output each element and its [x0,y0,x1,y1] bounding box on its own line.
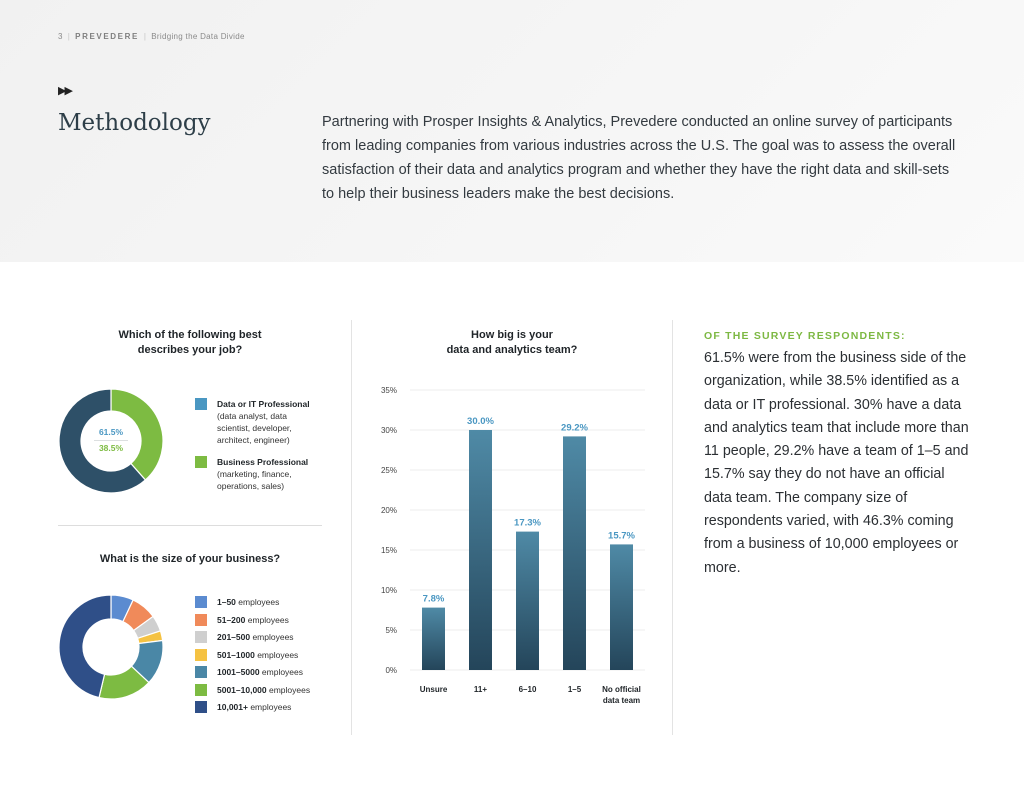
legend-text: employees [254,649,299,660]
legend-item [195,701,345,719]
legend-item [195,666,345,684]
page-number: 3 [58,32,63,41]
document-title: Bridging the Data Divide [151,32,245,41]
x-category-label: 6–10 [518,685,537,694]
legend-swatch [195,649,207,661]
center-value-top: 61.5% [98,427,124,437]
center-value-bottom: 38.5% [98,443,124,453]
legend-swatch [195,666,207,678]
legend-detail: (data analyst, data [217,411,287,421]
legend-item [195,649,345,667]
legend-item-data-it [195,398,335,446]
bar-value-label: 29.2% [561,422,588,434]
x-category-label: 11+ [473,685,488,694]
legend-bold: 201–500 [217,632,251,642]
legend-item [195,684,345,702]
size-slice-6 [59,595,111,698]
size-donut-chart [58,594,164,700]
legend-detail: scientist, developer, [217,423,292,433]
legend-swatch [195,596,207,608]
legend-detail: architect, engineer) [217,435,290,445]
legend-swatch [195,398,207,410]
legend-bold: 501–1000 [217,649,255,660]
y-tick-label: 25% [380,466,397,475]
legend-text: employees [235,597,280,607]
column-divider-right [672,320,673,735]
y-tick-label: 20% [380,506,397,515]
legend-swatch [195,684,207,696]
legend-bold: 51–200 [217,614,246,625]
legend-bold: 10,001+ [217,702,248,712]
y-tick-label: 5% [385,626,397,635]
job-chart-title-line1: Which of the following best [118,329,262,341]
legend-text: employees [266,684,311,695]
bar-2 [516,532,539,670]
team-chart-title-line1: How big is your [471,329,553,341]
team-chart-title [380,328,644,358]
legend-text: employees [245,614,289,625]
size-chart-title: What is the size of your business? [99,553,281,565]
x-category-label: No official [602,685,641,694]
y-tick-label: 0% [385,666,397,675]
size-chart-legend [195,596,345,719]
legend-text: employees [259,667,304,677]
job-donut-chart [58,388,164,494]
bar-value-label: 17.3% [514,517,541,529]
legend-bold: 5001–10,000 [217,684,267,695]
legend-swatch [195,456,207,468]
bar-value-label: 30.0% [467,416,494,427]
legend-swatch [195,631,207,643]
legend-text: employees [250,632,294,642]
y-tick-label: 10% [380,586,397,595]
bar-1 [469,430,492,670]
intro-paragraph: Partnering with Prosper Insights & Analytics, Prevedere conducted an online survey of participants from leading companies from various industries across the U.S. The goal was to assess the overall satisfaction of their data and analytics program and whether they have the right data and skill-sets to help their business leaders make the best decisions. [322,114,956,202]
team-chart-title-line2: data and analytics team? [446,344,578,356]
respondents-paragraph: 61.5% were from the business side of the organization, while 38.5% identified as a data or IT professional. 30% have a data and analytics team that include more than 11 people, 29.2% have a team of 1–5 and 15.7% say they do not have an official data team. The company size of respondents varied, with 46.3% coming from a business of 10,000 employees or more. [704,350,969,576]
bar-3 [563,436,586,670]
job-chart-legend [195,398,335,492]
legend-bold: 1–50 [217,597,236,607]
bar-value-label: 15.7% [608,530,635,542]
bar-value-label: 7.8% [422,593,445,605]
play-arrows-icon: ▶▶ [58,85,71,97]
legend-text: employees [247,702,292,712]
x-category-label: 1–5 [567,685,582,694]
legend-swatch [195,614,207,626]
team-bar-chart [360,375,660,715]
bar-0 [422,608,445,670]
legend-item [195,596,345,614]
section-divider [58,525,322,526]
y-tick-label: 30% [380,426,397,435]
job-chart-title-line2: describes your job? [137,344,243,356]
job-chart-title [58,328,322,358]
x-category-label: Unsure [419,685,448,694]
x-category-label: data team [602,696,641,705]
running-header: 3 | PREVEDERE | Bridging the Data Divide [58,32,245,41]
legend-detail: operations, sales) [217,481,285,491]
legend-item [195,631,345,649]
bar-4 [610,544,633,670]
respondents-heading: OF THE SURVEY RESPONDENTS: [704,330,906,342]
legend-item [195,614,345,632]
y-tick-label: 35% [380,386,397,395]
legend-detail: (marketing, finance, [217,469,292,479]
legend-title: Data or IT Professional [217,399,310,409]
y-tick-label: 15% [380,546,397,555]
legend-item-business [195,456,335,492]
legend-bold: 1001–5000 [217,667,260,677]
column-divider-left [351,320,352,735]
legend-swatch [195,701,207,713]
legend-title: Business Professional [217,457,309,467]
page-title: Methodology [58,110,211,136]
brand-name: PREVEDERE [75,32,139,41]
